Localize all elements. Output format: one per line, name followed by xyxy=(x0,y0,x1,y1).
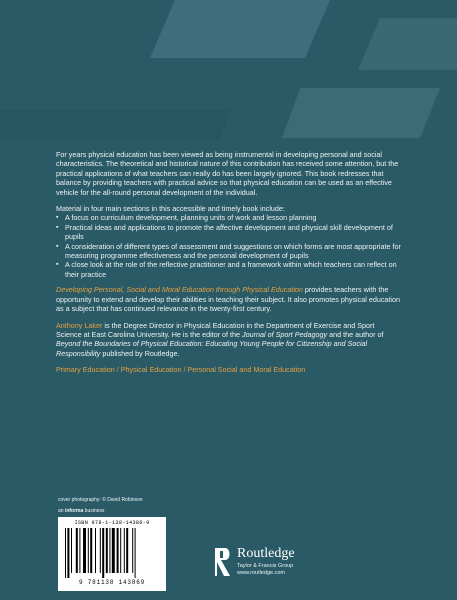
light-stripe-right-lower xyxy=(282,88,440,138)
barcode-bar xyxy=(95,528,96,573)
barcode-bar xyxy=(124,528,125,573)
author-bio-text-3: published by Routledge. xyxy=(100,348,180,358)
barcode-bar xyxy=(100,528,101,573)
barcode-bar xyxy=(79,528,80,573)
list-item: ▪ A consideration of different types of assessment and suggestions on which forms are most appropriate for measuring programme effectiveness and the personal development of pupils xyxy=(56,242,401,261)
barcode-bar xyxy=(76,528,78,573)
list-intro: Material in four main sections in this accessible and timely book include: xyxy=(56,204,285,214)
publisher-group: Taylor & Francis Group xyxy=(237,563,294,569)
informa-tagline xyxy=(58,508,104,514)
list-item: ▪ Practical ideas and applications to promote the affective development and physical skill development of pupils xyxy=(56,223,401,242)
book-summary xyxy=(56,285,401,313)
barcode-bar xyxy=(65,528,66,578)
dark-stripe xyxy=(0,110,230,140)
informa-prefix: an xyxy=(58,508,65,514)
publisher-name: Routledge xyxy=(237,546,295,561)
barcode-bar xyxy=(126,528,128,573)
routledge-logo-icon xyxy=(212,545,234,579)
barcode-bar xyxy=(71,528,72,573)
photo-credit: cover photography: © David Robinson xyxy=(58,497,143,503)
list-item: ▪ A close look at the role of the reflective practitioner and a framework within which teachers can reflect on their practice xyxy=(56,260,401,279)
author-name: Anthony Laker xyxy=(56,320,103,330)
barcode-bar xyxy=(102,528,104,578)
barcode-bar xyxy=(132,528,133,573)
author-bio xyxy=(56,321,401,359)
barcode-bar xyxy=(106,528,108,573)
barcode-bar xyxy=(83,528,86,573)
isbn-barcode xyxy=(58,517,166,591)
barcode-bar xyxy=(135,528,136,578)
subject-categories: Primary Education / Physical Education / Personal Social and Moral Education xyxy=(56,365,306,375)
informa-brand: informa xyxy=(64,508,84,514)
book-summary-text: provides teachers with the opportunity to extend and develop their abilities in teaching their subject. It also promotes physical education as a subject that has continued relevance in the twenty-first century. xyxy=(56,285,401,314)
feature-list xyxy=(56,213,401,279)
barcode-bar xyxy=(112,528,115,573)
other-book-title: Beyond the Boundaries of Physical Education: Educating Young People for Citizenship and Social Responsibility xyxy=(56,339,368,358)
author-bio-text-2: and the author of xyxy=(327,329,384,339)
barcode-digits: 9 781138 143869 xyxy=(78,579,145,586)
isbn-number: ISBN 978-1-138-14386-9 xyxy=(74,520,150,526)
description-block xyxy=(56,150,401,382)
barcode-bar xyxy=(90,528,92,573)
barcode-bar xyxy=(67,528,69,578)
publisher-website[interactable]: www.routledge.com xyxy=(237,570,285,576)
author-bio-text-1: is the Degree Director in Physical Education in the Department of Exercise and Sport Science at East Carolina University. He is the editor of the xyxy=(56,320,375,339)
barcode-bar xyxy=(109,528,110,573)
informa-suffix: business xyxy=(83,508,105,514)
barcode-bar xyxy=(88,528,89,573)
intro-paragraph: For years physical education has been viewed as being instrumental in developing personal and social characteristics. The theoretical and historical nature of this contribution has received some attention, but the practical applications of what teachers can really do has been largely ignored. This book redresses that balance by providing teachers with practical advice so that physical education can be used as an effective vehicle for the all-round personal development of the individual. xyxy=(56,150,399,197)
barcode-bars xyxy=(64,528,160,578)
publisher-block xyxy=(212,545,332,581)
barcode-bar xyxy=(117,528,119,573)
journal-title: Journal of Sport Pedagogy xyxy=(242,329,328,339)
book-title-reference: Developing Personal, Social and Moral Education through Physical Education xyxy=(56,285,303,295)
barcode-bar xyxy=(120,528,121,573)
list-item: ▪ A focus on curriculum development, planning units of work and lesson planning xyxy=(56,213,401,222)
light-stripe-top xyxy=(150,0,330,58)
